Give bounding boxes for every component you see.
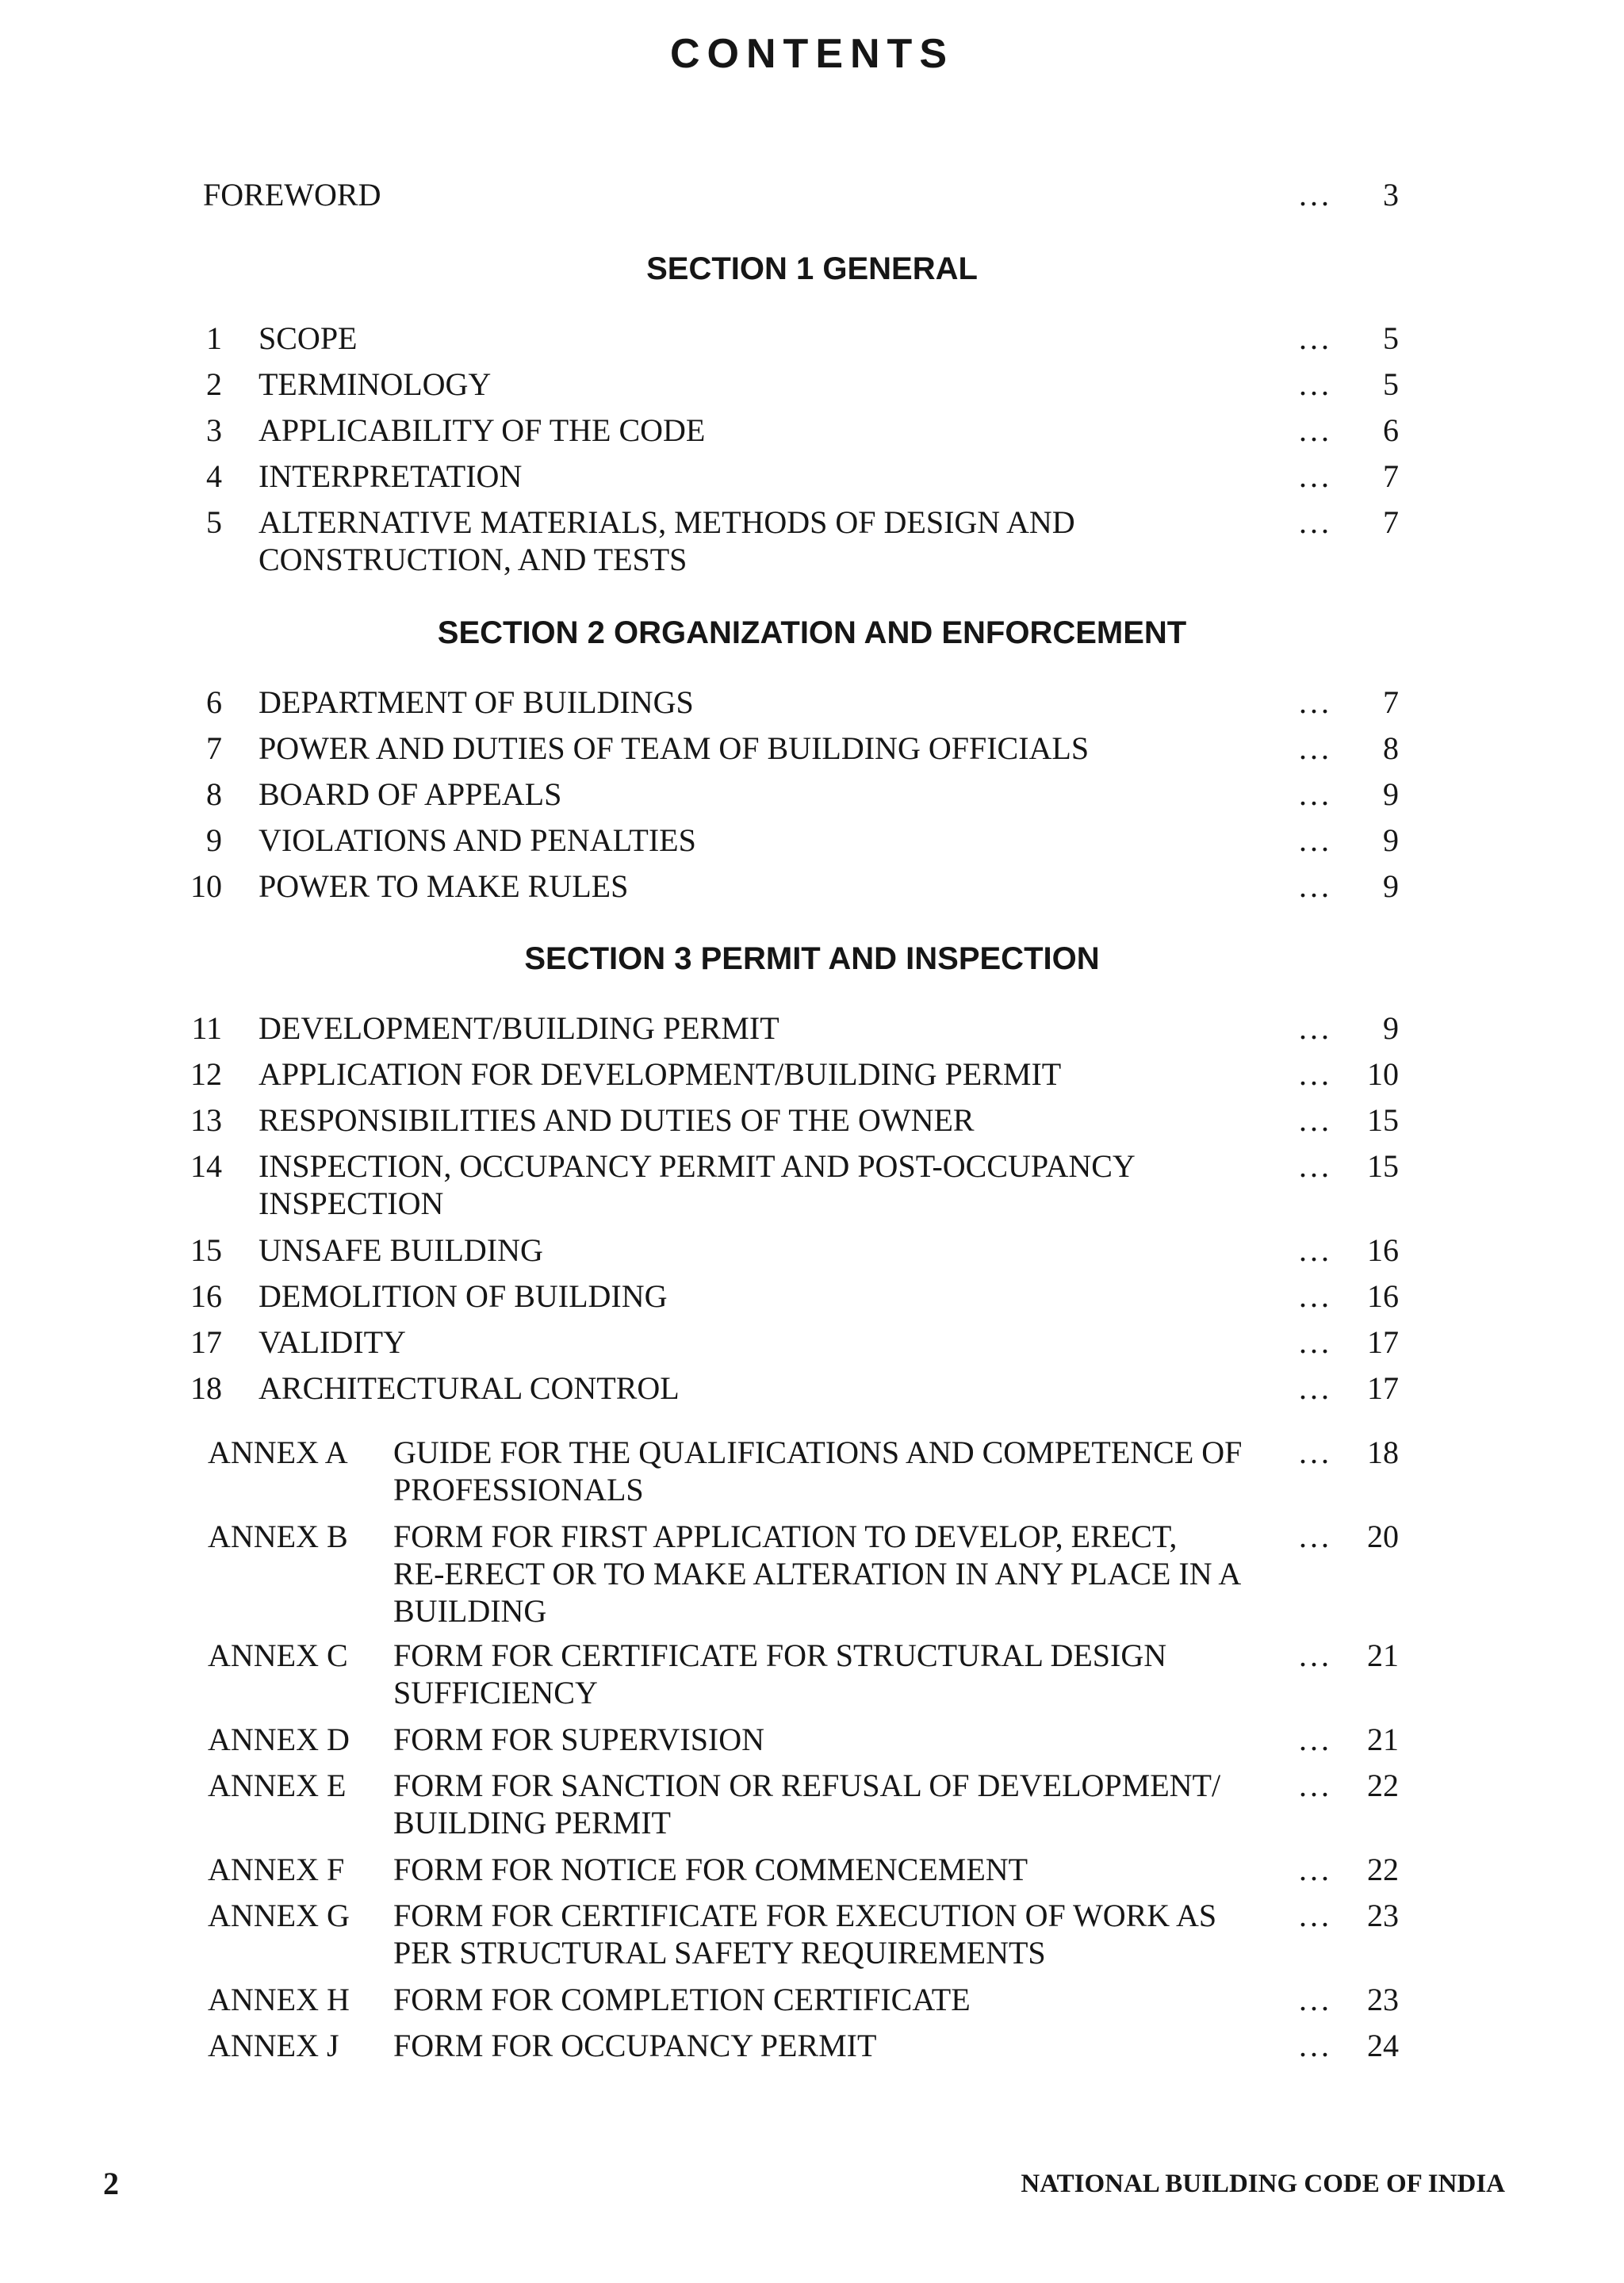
annex-label: ANNEX A: [208, 1435, 348, 1470]
dot-leader: ...: [1299, 458, 1332, 494]
toc-entry-number: 7: [206, 730, 222, 766]
toc-page-number: 23: [1367, 1898, 1399, 1933]
toc-page-number: 9: [1383, 776, 1399, 812]
page-title: CONTENTS: [670, 31, 954, 77]
toc-page-number: 22: [1367, 1852, 1399, 1887]
toc-page-number: 9: [1383, 822, 1399, 858]
dot-leader: ...: [1299, 1435, 1332, 1470]
toc-entry-title: BOARD OF APPEALS: [259, 776, 562, 812]
dot-leader: ...: [1299, 1056, 1332, 1092]
toc-page-number: 22: [1367, 1768, 1399, 1803]
toc-page-number: 8: [1383, 730, 1399, 766]
dot-leader: ...: [1299, 366, 1332, 402]
toc-entry-title: VIOLATIONS AND PENALTIES: [259, 822, 696, 858]
toc-entry-title: DEVELOPMENT/BUILDING PERMIT: [259, 1010, 779, 1046]
dot-leader: ...: [1299, 1722, 1332, 1757]
dot-leader: ...: [1299, 1148, 1332, 1184]
dot-leader: ...: [1299, 776, 1332, 812]
toc-entry-number: 9: [206, 822, 222, 858]
annex-title: FORM FOR CERTIFICATE FOR EXECUTION OF WORK AS PER STRUCTURAL SAFETY REQUIREMENTS: [393, 1898, 1217, 1971]
dot-leader: ...: [1299, 504, 1332, 540]
toc-page-number: 7: [1383, 504, 1399, 540]
annex-title: FORM FOR CERTIFICATE FOR STRUCTURAL DESIGN SUFFICIENCY: [393, 1638, 1167, 1710]
annex-title: FORM FOR SUPERVISION: [393, 1722, 765, 1757]
toc-page-number: 16: [1367, 1232, 1399, 1268]
annex-label: ANNEX B: [208, 1519, 348, 1554]
dot-leader: ...: [1299, 1852, 1332, 1887]
annex-label: ANNEX D: [208, 1722, 350, 1757]
toc-entry-number: 14: [190, 1148, 222, 1184]
toc-entry-title: DEMOLITION OF BUILDING: [259, 1278, 668, 1314]
toc-page-number: 16: [1367, 1278, 1399, 1314]
toc-entry-number: 18: [190, 1370, 222, 1406]
toc-entry-title: RESPONSIBILITIES AND DUTIES OF THE OWNER: [259, 1102, 975, 1138]
toc-page-number: 18: [1367, 1435, 1399, 1470]
toc-entry-number: 6: [206, 684, 222, 720]
dot-leader: ...: [1299, 822, 1332, 858]
toc-page-number: 20: [1367, 1519, 1399, 1554]
toc-entry-number: 17: [190, 1324, 222, 1360]
toc-page-number: 9: [1383, 868, 1399, 904]
toc-page-number: 17: [1367, 1324, 1399, 1360]
toc-page-number: 21: [1367, 1638, 1399, 1673]
toc-page-number: 6: [1383, 412, 1399, 448]
annex-label: ANNEX C: [208, 1638, 348, 1673]
toc-entry-title: UNSAFE BUILDING: [259, 1232, 543, 1268]
toc-entry-title: INTERPRETATION: [259, 458, 523, 494]
toc-entry-number: 4: [206, 458, 222, 494]
toc-entry-label: FOREWORD: [203, 177, 381, 213]
dot-leader: ...: [1299, 1278, 1332, 1314]
toc-page-number: 21: [1367, 1722, 1399, 1757]
toc-page-number: 5: [1383, 320, 1399, 356]
toc-page-number: 9: [1383, 1010, 1399, 1046]
annex-label: ANNEX J: [208, 2028, 339, 2063]
annex-title: FORM FOR COMPLETION CERTIFICATE: [393, 1982, 971, 2017]
annex-title: FORM FOR SANCTION OR REFUSAL OF DEVELOPMENT/ BUILDING PERMIT: [393, 1768, 1221, 1841]
dot-leader: ...: [1299, 412, 1332, 448]
annex-label: ANNEX G: [208, 1898, 350, 1933]
dot-leader: ...: [1299, 177, 1332, 213]
footer-page-number: 2: [103, 2166, 119, 2201]
dot-leader: ...: [1299, 868, 1332, 904]
annex-title: FORM FOR FIRST APPLICATION TO DEVELOP, ERECT, RE-ERECT OR TO MAKE ALTERATION IN ANY PLACE IN A BUILDING: [393, 1519, 1242, 1629]
dot-leader: ...: [1299, 684, 1332, 720]
dot-leader: ...: [1299, 1519, 1332, 1554]
toc-page-number: 3: [1383, 177, 1399, 213]
toc-page-number: 10: [1367, 1056, 1399, 1092]
toc-entry-title: TERMINOLOGY: [259, 366, 492, 402]
dot-leader: ...: [1299, 1370, 1332, 1406]
annex-title: FORM FOR NOTICE FOR COMMENCEMENT: [393, 1852, 1028, 1887]
annex-label: ANNEX F: [208, 1852, 345, 1887]
annex-title: FORM FOR OCCUPANCY PERMIT: [393, 2028, 877, 2063]
toc-entry-title: DEPARTMENT OF BUILDINGS: [259, 684, 694, 720]
dot-leader: ...: [1299, 1324, 1332, 1360]
toc-entry-title: APPLICATION FOR DEVELOPMENT/BUILDING PERMIT: [259, 1056, 1062, 1092]
dot-leader: ...: [1299, 1982, 1332, 2017]
dot-leader: ...: [1299, 1768, 1332, 1803]
toc-page-number: 15: [1367, 1148, 1399, 1184]
dot-leader: ...: [1299, 1010, 1332, 1046]
toc-page-number: 17: [1367, 1370, 1399, 1406]
annex-label: ANNEX H: [208, 1982, 350, 2017]
toc-entry-title: APPLICABILITY OF THE CODE: [259, 412, 706, 448]
dot-leader: ...: [1299, 1232, 1332, 1268]
dot-leader: ...: [1299, 730, 1332, 766]
section-3-heading: SECTION 3 PERMIT AND INSPECTION: [524, 941, 1100, 976]
toc-entry-number: 15: [190, 1232, 222, 1268]
toc-entry-number: 5: [206, 504, 222, 540]
toc-entry-number: 16: [190, 1278, 222, 1314]
dot-leader: ...: [1299, 320, 1332, 356]
toc-page-number: 15: [1367, 1102, 1399, 1138]
toc-entry-title: ALTERNATIVE MATERIALS, METHODS OF DESIGN AND CONSTRUCTION, AND TESTS: [259, 504, 1075, 577]
toc-entry-number: 2: [206, 366, 222, 402]
toc-entry-title: VALIDITY: [259, 1324, 406, 1360]
annex-label: ANNEX E: [208, 1768, 347, 1803]
toc-entry-number: 12: [190, 1056, 222, 1092]
toc-entry-number: 11: [191, 1010, 222, 1046]
toc-page-number: 7: [1383, 458, 1399, 494]
dot-leader: ...: [1299, 2028, 1332, 2063]
toc-entry-title: SCOPE: [259, 320, 358, 356]
toc-entry-number: 8: [206, 776, 222, 812]
section-1-heading: SECTION 1 GENERAL: [646, 251, 978, 286]
toc-entry-title: POWER TO MAKE RULES: [259, 868, 629, 904]
toc-entry-title: POWER AND DUTIES OF TEAM OF BUILDING OFFICIALS: [259, 730, 1090, 766]
dot-leader: ...: [1299, 1102, 1332, 1138]
toc-entry-title: ARCHITECTURAL CONTROL: [259, 1370, 680, 1406]
footer-title: NATIONAL BUILDING CODE OF INDIA: [1021, 2170, 1505, 2198]
toc-entry-number: 10: [190, 868, 222, 904]
dot-leader: ...: [1299, 1898, 1332, 1933]
toc-page-number: 24: [1367, 2028, 1399, 2063]
toc-entry-number: 3: [206, 412, 222, 448]
dot-leader: ...: [1299, 1638, 1332, 1673]
toc-page-number: 5: [1383, 366, 1399, 402]
annex-title: GUIDE FOR THE QUALIFICATIONS AND COMPETENCE OF PROFESSIONALS: [393, 1435, 1243, 1507]
toc-entry-number: 1: [206, 320, 222, 356]
section-2-heading: SECTION 2 ORGANIZATION AND ENFORCEMENT: [437, 615, 1187, 650]
toc-entry-title: INSPECTION, OCCUPANCY PERMIT AND POST-OCCUPANCY INSPECTION: [259, 1148, 1136, 1221]
toc-entry-number: 13: [190, 1102, 222, 1138]
toc-page-number: 23: [1367, 1982, 1399, 2017]
toc-page-number: 7: [1383, 684, 1399, 720]
